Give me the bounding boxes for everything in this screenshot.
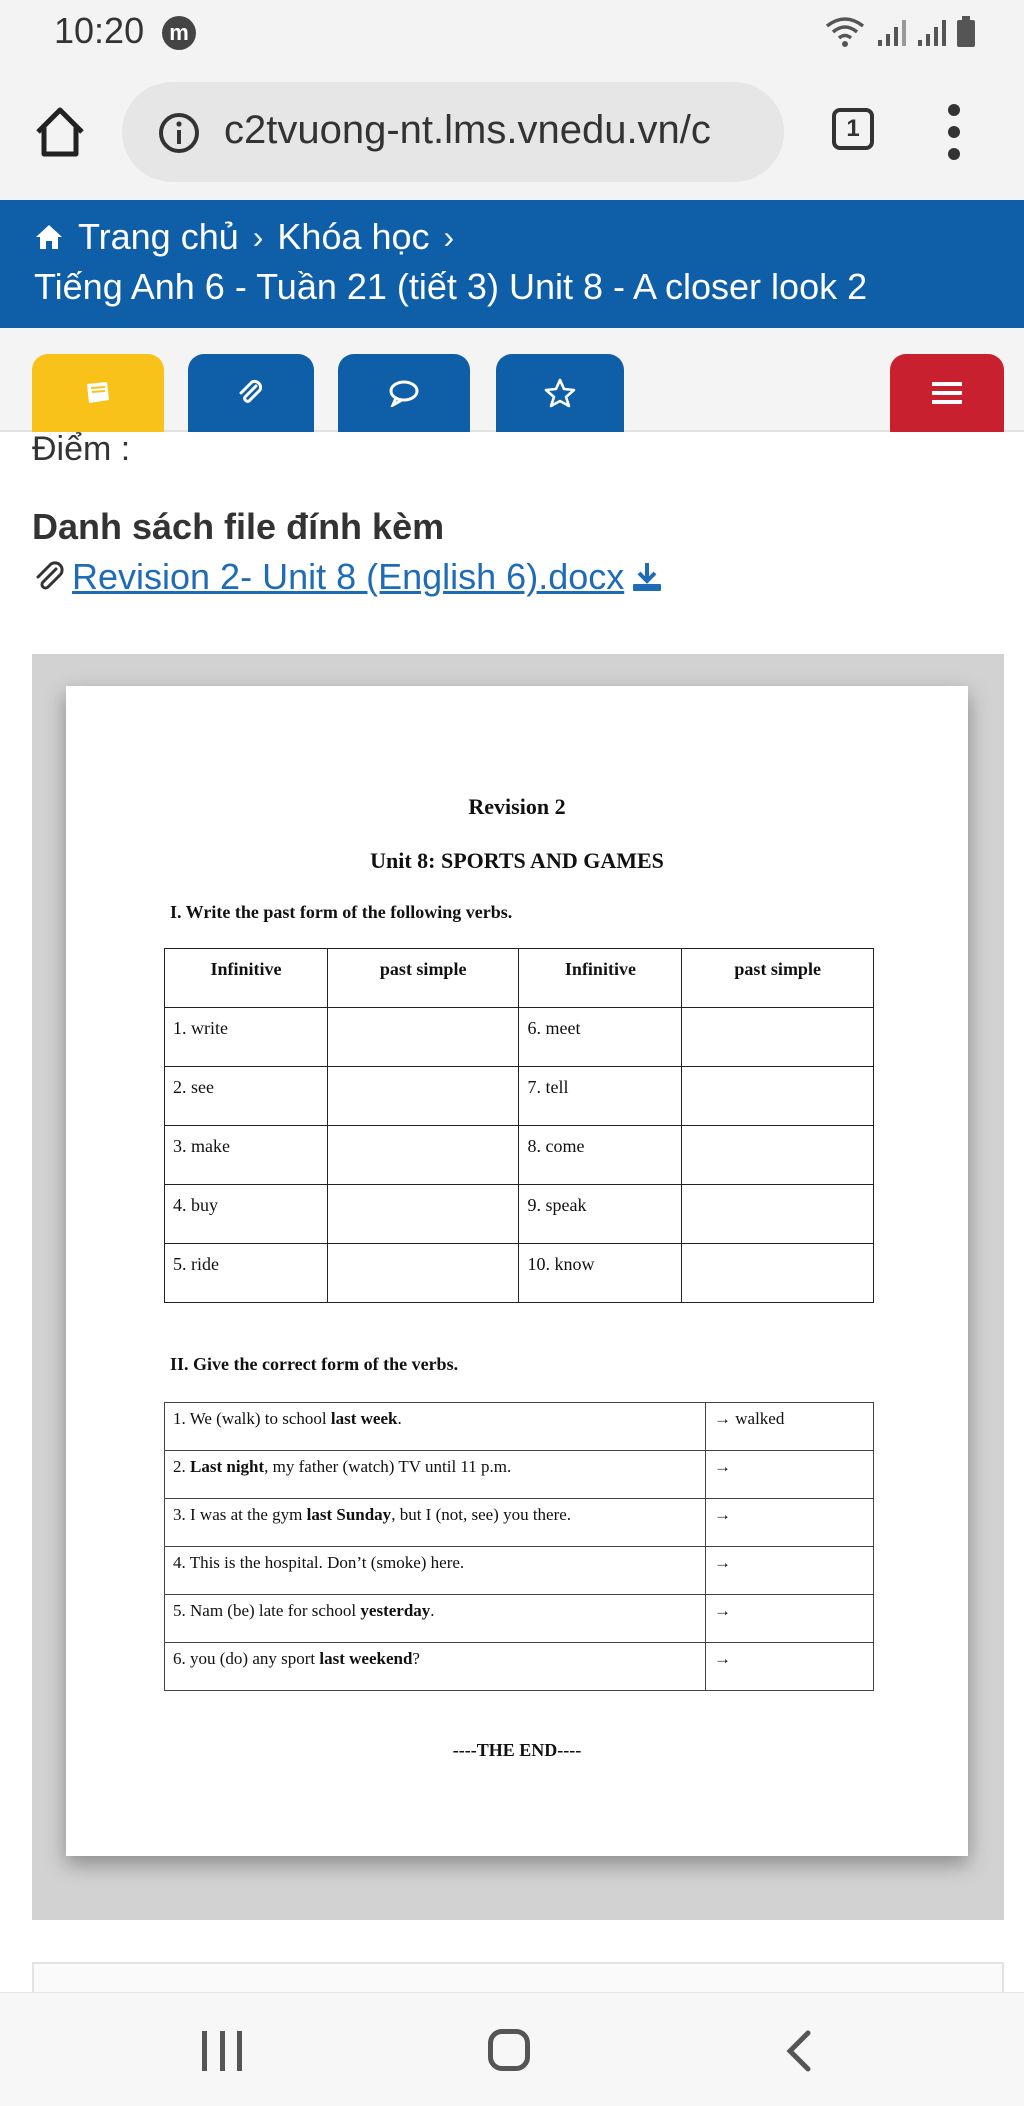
section-2-heading: II. Give the correct form of the verbs.	[170, 1354, 459, 1374]
recent-apps-icon[interactable]	[202, 2031, 242, 2071]
exercise-question	[165, 1547, 706, 1595]
battery-icon	[956, 16, 976, 48]
course-title: Tiếng Anh 6 - Tuần 21 (tiết 3) Unit 8 - A closer look 2	[34, 266, 868, 307]
table-header: past simple	[327, 949, 519, 1008]
exercise-answer: → walked	[706, 1403, 874, 1451]
exercise-answer: →	[706, 1547, 874, 1595]
table-cell	[327, 1008, 519, 1067]
question-text: 2.	[173, 1457, 190, 1476]
time-expression: last week	[330, 1409, 398, 1428]
wifi-icon	[824, 14, 866, 48]
table-cell: 5. ride	[165, 1244, 328, 1303]
table-header: Infinitive	[519, 949, 682, 1008]
question-text: 4. This is the hospital. Don’t (smoke) here.	[173, 1553, 465, 1572]
section-1-heading: I. Write the past form of the following verbs.	[170, 902, 513, 922]
breadcrumb-home[interactable]: Trang chủ	[78, 216, 239, 257]
exercise-question	[165, 1595, 706, 1643]
table-row	[165, 1643, 874, 1691]
table-cell	[327, 1126, 519, 1185]
tab-comments[interactable]	[338, 354, 470, 432]
question-text: 5. Nam (be) late for school	[173, 1601, 361, 1620]
url-text[interactable]: c2tvuong-nt.lms.vnedu.vn/c	[224, 108, 711, 152]
exercise-question	[165, 1451, 706, 1499]
question-text: .	[430, 1601, 435, 1620]
time-expression: yesterday	[360, 1601, 431, 1620]
attachment-row	[32, 556, 664, 598]
paperclip-icon	[32, 560, 66, 594]
clock: 10:20	[54, 10, 145, 51]
table-cell: 4. buy	[165, 1185, 328, 1244]
table-cell	[682, 1185, 874, 1244]
table-cell: 8. come	[519, 1126, 682, 1185]
table-row	[165, 1244, 874, 1303]
site-header	[0, 200, 1024, 328]
tab-switcher-button[interactable]: 1	[832, 108, 874, 150]
table-cell	[327, 1067, 519, 1126]
table-cell	[682, 1067, 874, 1126]
table-row	[165, 1595, 874, 1643]
question-text: , but I (not, see) you there.	[391, 1505, 572, 1524]
table-cell: 7. tell	[519, 1067, 682, 1126]
table-row	[165, 1547, 874, 1595]
question-text: 3. I was at the gym	[173, 1505, 307, 1524]
table-cell	[327, 1185, 519, 1244]
signal-icon	[876, 18, 906, 48]
exercise-answer: →	[706, 1451, 874, 1499]
table-row	[165, 1126, 874, 1185]
end-text: ----THE END----	[452, 1740, 582, 1760]
home-icon-small	[34, 223, 64, 251]
time-expression: Last night	[190, 1457, 265, 1476]
book-icon	[83, 380, 113, 406]
table-row	[165, 1067, 874, 1126]
next-panel	[32, 1962, 1004, 1992]
doc-title: Revision 2	[468, 794, 566, 819]
score-label: Điểm :	[32, 430, 131, 468]
time-expression: last weekend	[319, 1649, 413, 1668]
notification-badge: m	[162, 16, 196, 50]
url-bar[interactable]	[122, 82, 784, 182]
tab-content[interactable]	[32, 354, 164, 432]
table-cell: 3. make	[165, 1126, 328, 1185]
question-text: 1. We (walk) to school	[173, 1409, 331, 1428]
table-cell: 2. see	[165, 1067, 328, 1126]
doc-subtitle: Unit 8: SPORTS AND GAMES	[370, 848, 664, 873]
status-bar	[0, 0, 1024, 64]
chevron-right-icon: ›	[252, 218, 264, 255]
table-row	[165, 1185, 874, 1244]
browser-toolbar	[0, 64, 1024, 200]
table-cell	[682, 1008, 874, 1067]
back-icon[interactable]	[780, 2027, 820, 2075]
exercise-answer: →	[706, 1595, 874, 1643]
attachment-link[interactable]: Revision 2- Unit 8 (English 6).docx	[72, 556, 625, 597]
hamburger-icon	[930, 379, 964, 407]
table-header: past simple	[682, 949, 874, 1008]
table-cell	[682, 1126, 874, 1185]
exercise-question	[165, 1403, 706, 1451]
time-expression: last Sunday	[306, 1505, 392, 1524]
exercise-question	[165, 1643, 706, 1691]
question-text: ?	[412, 1649, 420, 1668]
system-nav-bar	[0, 1992, 1024, 2106]
comment-icon	[388, 379, 420, 407]
exercise-question	[165, 1499, 706, 1547]
download-icon[interactable]	[630, 560, 664, 594]
question-text: .	[397, 1409, 402, 1428]
table-row	[165, 1499, 874, 1547]
exercise-answer: →	[706, 1499, 874, 1547]
table-row	[165, 1451, 874, 1499]
table-cell: 1. write	[165, 1008, 328, 1067]
star-icon	[544, 378, 576, 408]
system-icons	[824, 14, 976, 48]
table-cell	[682, 1244, 874, 1303]
question-text: 6. you (do) any sport	[173, 1649, 320, 1668]
table-cell: 6. meet	[519, 1008, 682, 1067]
tab-favorites[interactable]	[496, 354, 624, 432]
tab-menu[interactable]	[890, 354, 1004, 432]
document-page	[66, 686, 968, 1856]
table-header: Infinitive	[165, 949, 328, 1008]
signal-icon-2	[916, 18, 946, 48]
breadcrumb	[34, 216, 454, 258]
chevron-right-icon: ›	[443, 218, 455, 255]
home-icon[interactable]	[30, 102, 90, 162]
home-button-icon[interactable]	[488, 2029, 530, 2071]
exercise-answer: →	[706, 1643, 874, 1691]
table-row	[165, 1403, 874, 1451]
overflow-menu-icon[interactable]	[944, 104, 964, 160]
table-cell: 10. know	[519, 1244, 682, 1303]
verbs-table	[164, 948, 874, 1303]
info-icon[interactable]	[158, 112, 200, 154]
tab-attachments[interactable]	[188, 354, 314, 432]
table-cell: 9. speak	[519, 1185, 682, 1244]
table-cell	[327, 1244, 519, 1303]
exercise-table	[164, 1402, 874, 1691]
question-text: , my father (watch) TV until 11 p.m.	[264, 1457, 512, 1476]
breadcrumb-courses[interactable]: Khóa học	[277, 216, 430, 257]
paperclip-icon	[236, 378, 266, 408]
attachments-heading: Danh sách file đính kèm	[32, 506, 445, 547]
table-row	[165, 1008, 874, 1067]
content-tabs	[0, 328, 1024, 432]
